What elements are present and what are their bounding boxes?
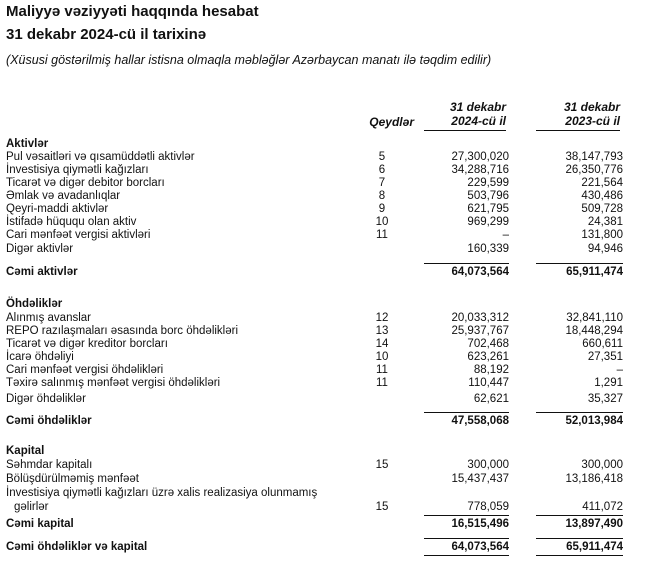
row-value-2024: 15,437,437 [451,473,509,485]
row-label: Ticarət və digər kreditor borcları [6,338,168,350]
row-label: Ticarət və digər debitor borcları [6,177,165,189]
total-row-liabilities-and-equity [0,541,650,554]
row-value-2023: 131,800 [581,229,623,241]
row-label: Kapital [6,445,45,457]
row-value-2023: 13,897,490 [536,515,623,531]
row-value-2024: 623,261 [467,351,509,363]
report-title: Maliyyə vəziyyəti haqqında hesabat [6,3,259,20]
row-value-2024: 20,033,312 [451,312,509,324]
row-value-2023: 221,564 [581,177,623,189]
row-value-2024: 969,299 [467,216,509,228]
row-value-2024: 64,073,564 [424,538,509,556]
table-row [0,164,650,177]
row-label: Cəmi kapital [6,518,74,530]
row-note: 9 [378,203,386,215]
row-value-2024: 34,288,716 [451,164,509,176]
row-value-2024: 621,795 [467,203,509,215]
row-value-2023: 32,841,110 [566,312,623,324]
row-note: 11 [376,229,388,241]
row-value-2023: 52,013,984 [536,412,623,428]
row-value-2023: 26,350,776 [565,164,623,176]
row-value-2023: 65,911,474 [536,263,623,279]
row-note: 13 [375,325,389,337]
row-value-2024: 778,059 [467,501,509,513]
row-value-2023: 18,448,294 [565,325,623,337]
table-row [0,203,650,216]
row-label: İcarə öhdəliyi [6,351,74,363]
row-note: 5 [378,151,386,163]
table-row [0,151,650,164]
row-value-2024: 300,000 [467,459,509,471]
header-2023-line2: 2023-cü il [565,114,620,128]
row-value-2023: 660,611 [582,338,623,350]
report-subtitle: (Xüsusi göstərilmiş hallar istisna olmaqla məbləğlər Azərbaycan manatı ilə təqdim edilir) [6,53,492,67]
row-label: Digər öhdəliklər [6,393,86,405]
row-value-2023: 27,351 [587,351,623,363]
row-label: Təxirə salınmış mənfəət vergisi öhdəlikləri [6,377,221,389]
row-label: İnvestisiya qiymətli kağızları üzrə xalis realizasiya olunmamış [6,487,318,499]
row-value-2023: 94,946 [587,243,623,255]
row-value-2024: 64,073,564 [424,263,509,279]
table-row [0,177,650,190]
table-row [0,459,650,472]
header-2024-line2: 2024-cü il [451,114,506,128]
row-value-2024: 25,937,767 [451,325,509,337]
row-note: 14 [375,338,389,350]
row-label: Cəmi öhdəliklər [6,415,92,427]
row-value-2024: 27,300,020 [451,151,509,163]
row-value-2023: 300,000 [581,459,623,471]
section-header-equity [0,445,650,458]
row-value-2023: 13,186,418 [565,473,623,485]
row-note: 7 [378,177,386,189]
header-2024 [424,100,506,131]
row-label: Pul vəsaitləri və qısamüddətli aktivlər [6,151,195,163]
row-value-2024: 229,599 [467,177,509,189]
row-value-2024: 160,339 [467,243,509,255]
table-row [0,229,650,242]
row-note: 10 [375,351,389,363]
table-row [0,501,650,514]
row-value-2024: 702,468 [467,338,509,350]
header-2023-line1: 31 dekabr [563,100,620,114]
row-note: 10 [375,216,389,228]
row-value-2023: 411,072 [582,501,623,513]
row-value-2023: 509,728 [581,203,623,215]
row-value-2023: 35,327 [587,393,623,405]
row-label: Əmlak və avadanlıqlar [6,190,121,202]
header-2024-line1: 31 dekabr [449,100,506,114]
total-row-liabilities [0,415,650,428]
header-notes: Qeydlər [369,115,414,129]
row-value-2023: 24,381 [587,216,623,228]
table-row [0,393,650,406]
row-value-2024: 88,192 [473,364,509,376]
row-label: Bölüşdürülməmiş mənfəət [6,473,139,485]
row-note: 11 [376,364,388,376]
table-row [0,216,650,229]
table-row [0,312,650,325]
row-label: Digər aktivlər [6,243,74,255]
row-value-2024: 503,796 [467,190,509,202]
row-label: Səhmdar kapitalı [6,459,93,471]
row-label: İnvestisiya qiymətli kağızları [6,164,149,176]
row-label: Qeyri-maddi aktivlər [6,203,109,215]
table-row [0,190,650,203]
row-label: Aktivlər [6,138,49,150]
row-value-2024: 62,621 [473,393,509,405]
row-note: 15 [375,501,389,513]
table-row [0,473,650,486]
row-label: gəlirlər [14,501,49,513]
table-row [0,487,650,500]
table-row [0,325,650,338]
row-label: Alınmış avanslar [6,312,92,324]
table-row [0,351,650,364]
row-label: Cəmi aktivlər [6,266,78,278]
row-value-2024: 16,515,496 [424,515,509,531]
row-label: İstifadə hüququ olan aktiv [6,216,137,228]
row-value-2024: 47,558,068 [424,412,509,428]
section-header-liabilities [0,298,650,311]
row-value-2024: – [502,229,509,241]
total-row-assets [0,266,650,279]
row-value-2024: 110,447 [468,377,509,389]
row-value-2023: 430,486 [581,190,623,202]
row-value-2023: 38,147,793 [565,151,623,163]
row-label: Cəmi öhdəliklər və kapital [6,541,148,553]
row-label: Cari mənfəət vergisi öhdəlikləri [6,364,164,376]
row-note: 11 [376,377,388,389]
row-note: 8 [378,190,386,202]
total-row-equity [0,518,650,531]
row-value-2023: – [616,364,623,376]
row-note: 12 [375,312,389,324]
table-row [0,243,650,256]
row-label: Öhdəliklər [6,298,63,310]
row-value-2023: 1,291 [594,377,623,389]
table-row [0,377,650,390]
row-note: 15 [375,459,389,471]
report-date: 31 dekabr 2024-cü il tarixinə [6,26,207,43]
section-header-assets [0,138,650,151]
header-2023 [536,100,620,131]
table-row [0,364,650,377]
row-label: Cari mənfəət vergisi aktivləri [6,229,151,241]
table-row [0,338,650,351]
row-note: 6 [378,164,386,176]
row-label: REPO razılaşmaları əsasında borc öhdəlikləri [6,325,239,337]
row-value-2023: 65,911,474 [536,538,623,556]
